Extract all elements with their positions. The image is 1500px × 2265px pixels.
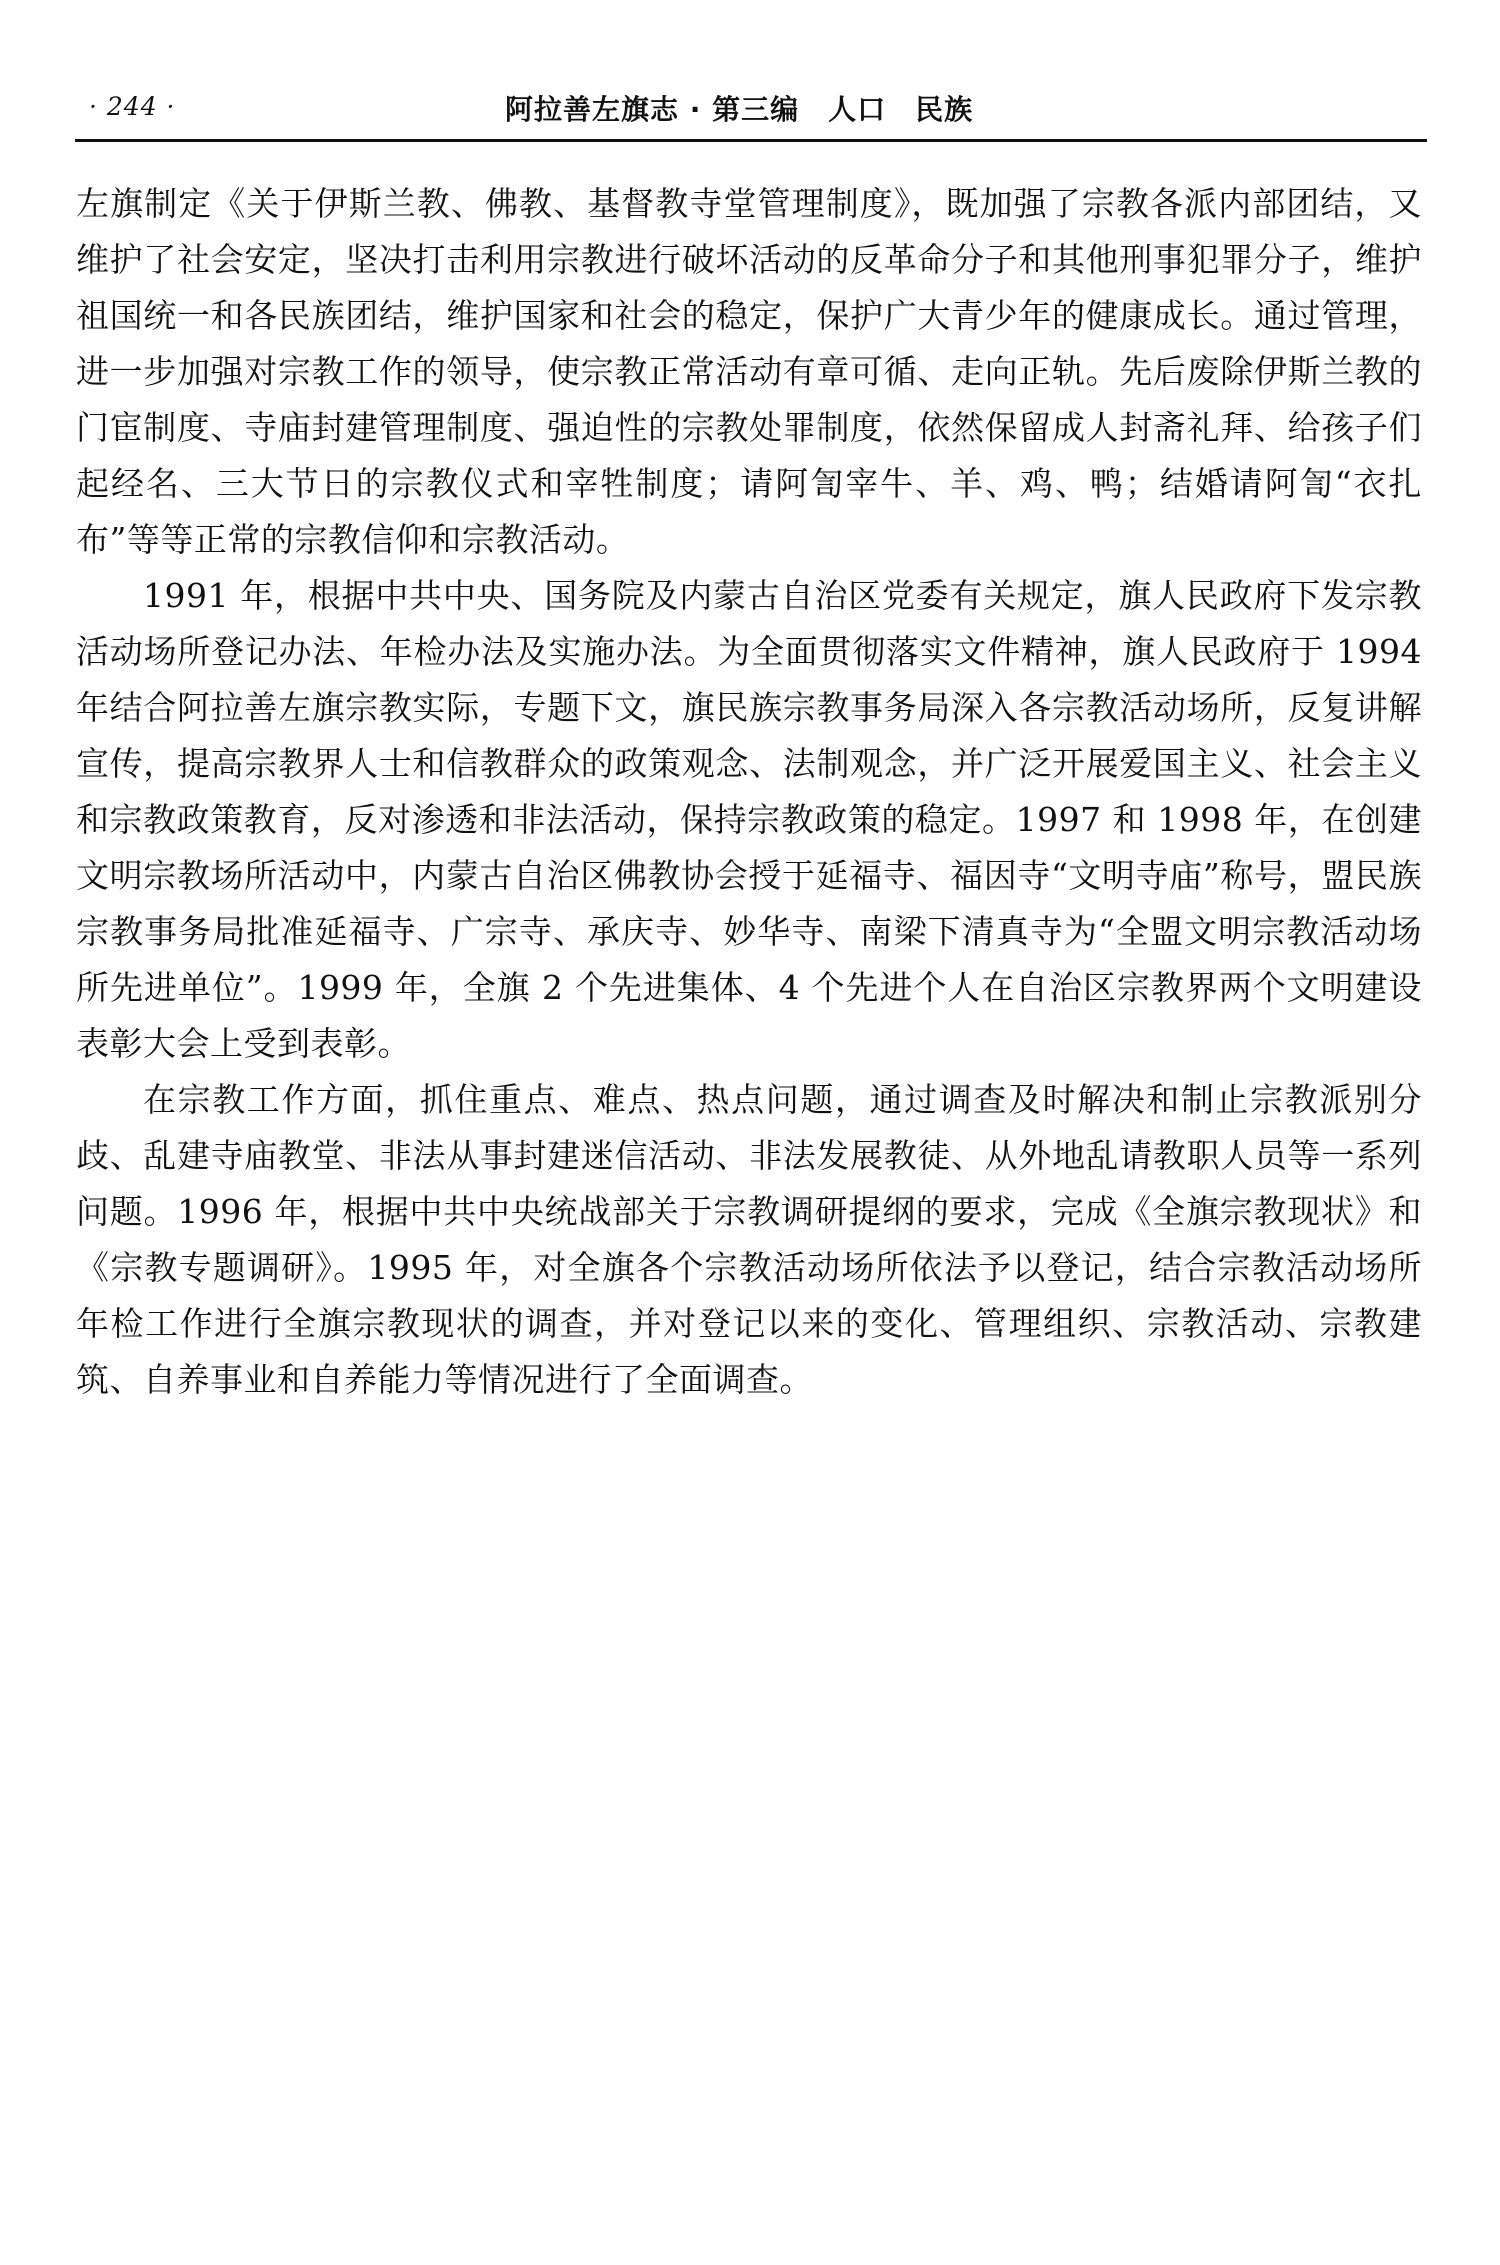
body-text — [76, 176, 1422, 1408]
running-title: 阿拉善左旗志 · 第三编 人口 民族 — [505, 93, 974, 126]
page-number: · 244 · — [89, 92, 176, 121]
paragraph-2: 1991 年，根据中共中央、国务院及内蒙古自治区党委有关规定，旗人民政府下发宗教活动场所登记办法、年检办法及实施办法。为全面贯彻落实文件精神，旗人民政府于 1994 年结合阿拉善左旗宗教实际，专题下文，旗民族宗教事务局深入各宗教活动场所，反复讲解宣传，提高宗教界人士和信教群众的政策观念、法制观念，并广泛开展爱国主义、社会主义和宗教政策教育，反对渗透和非法活动，保持宗教政策的稳定。1997 和 1998 年，在创建文明宗教场所活动中，内蒙古自治区佛教协会授于延福寺、福因寺“文明寺庙”称号，盟民族宗教事务局批准延福寺、广宗寺、承庆寺、妙华寺、南梁下清真寺为“全盟文明宗教活动场所先进单位”。1999 年，全旗 2 个先进集体、4 个先进个人在自治区宗教界两个文明建设表彰大会上受到表彰。 — [76, 576, 1422, 1063]
paragraph-3: 在宗教工作方面，抓住重点、难点、热点问题，通过调查及时解决和制止宗教派别分歧、乱建寺庙教堂、非法从事封建迷信活动、非法发展教徒、从外地乱请教职人员等一系列问题。1996 年，根据中共中央统战部关于宗教调研提纲的要求，完成《全旗宗教现状》和《宗教专题调研》。1995 年，对全旗各个宗教活动场所依法予以登记，结合宗教活动场所年检工作进行全旗宗教现状的调查，并对登记以来的变化、管理组织、宗教活动、宗教建筑、自养事业和自养能力等情况进行了全面调查。 — [76, 1080, 1422, 1399]
page-header — [75, 88, 1425, 136]
header-rule — [75, 139, 1427, 142]
paragraph-1: 左旗制定《关于伊斯兰教、佛教、基督教寺堂管理制度》，既加强了宗教各派内部团结，又维护了社会安定，坚决打击利用宗教进行破坏活动的反革命分子和其他刑事犯罪分子，维护祖国统一和各民族团结，维护国家和社会的稳定，保护广大青少年的健康成长。通过管理，进一步加强对宗教工作的领导，使宗教正常活动有章可循、走向正轨。先后废除伊斯兰教的门宦制度、寺庙封建管理制度、强迫性的宗教处罪制度，依然保留成人封斋礼拜、给孩子们起经名、三大节日的宗教仪式和宰牲制度；请阿訇宰牛、羊、鸡、鸭；结婚请阿訇“衣扎布”等等正常的宗教信仰和宗教活动。 — [76, 184, 1422, 559]
